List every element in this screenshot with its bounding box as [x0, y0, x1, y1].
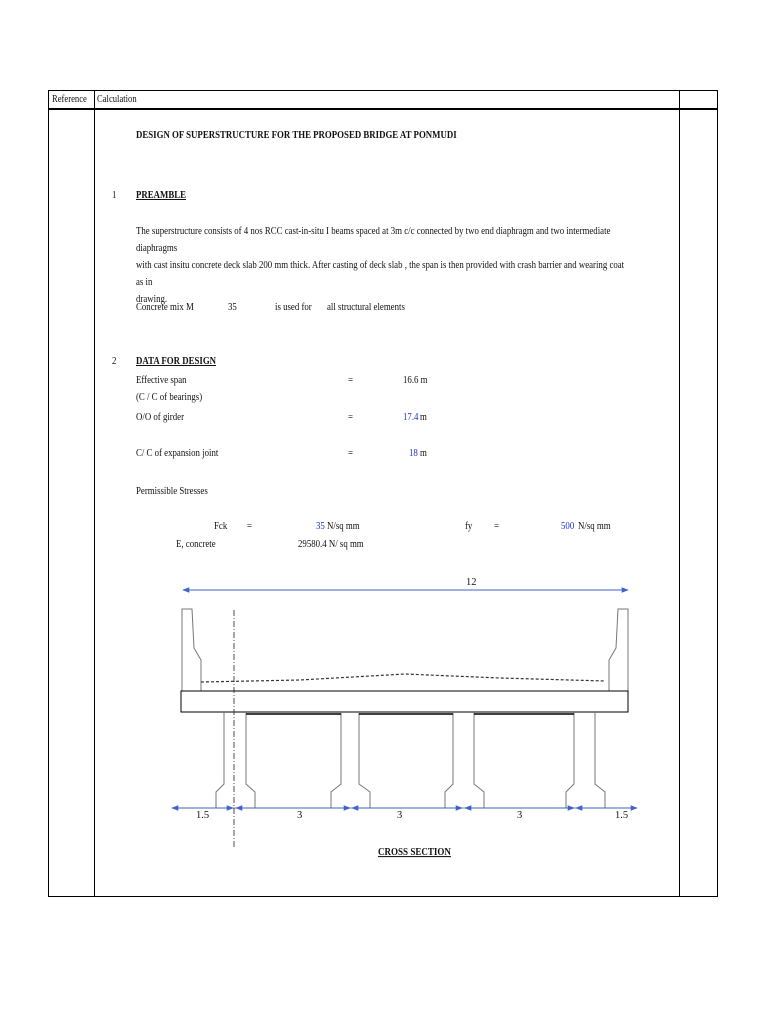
- effective-span-eq: =: [348, 375, 353, 386]
- fck-value: 35: [316, 521, 325, 532]
- section-1-heading: PREAMBLE: [136, 190, 186, 201]
- stresses-label: Permissible Stresses: [136, 486, 208, 497]
- dim-label-3: 3: [397, 810, 403, 821]
- header-calculation: Calculation: [97, 94, 137, 105]
- preamble-line-1: The superstructure consists of 4 nos RCC cast-in-situ I beams spaced at 3m c/c connected by two end diaphragm and two intermediate diaphragms: [136, 226, 611, 254]
- econcrete-value: 29580.4 N/ sq mm: [298, 539, 364, 550]
- deck-slab: [181, 691, 628, 712]
- document-title: DESIGN OF SUPERSTRUCTURE FOR THE PROPOSED BRIDGE AT PONMUDI: [136, 130, 457, 141]
- section-2-heading: DATA FOR DESIGN: [136, 356, 217, 367]
- wearing-coat: [201, 674, 605, 682]
- girder-3: [445, 712, 484, 808]
- mix-label: Concrete mix M: [136, 302, 194, 313]
- girder-1: [216, 712, 255, 808]
- section-2-number: 2: [112, 356, 117, 367]
- fck-eq: =: [247, 521, 252, 532]
- header-reference: Reference: [52, 94, 87, 105]
- girder-4: [566, 712, 605, 808]
- right-crash-barrier: [609, 609, 628, 691]
- fy-unit: N/sq mm: [578, 521, 611, 532]
- joint-unit: m: [420, 448, 427, 459]
- effective-span-label: Effective span: [136, 375, 187, 386]
- econcrete-label: E, concrete: [176, 539, 216, 550]
- fck-label: Fck: [214, 521, 228, 532]
- girder-label: O/O of girder: [136, 412, 185, 423]
- mix-text-2: all structural elements: [327, 302, 405, 313]
- mix-value: 35: [228, 302, 237, 313]
- fck-unit: N/sq mm: [327, 521, 360, 532]
- girder-value: 17.4: [403, 412, 419, 423]
- fy-value: 500: [561, 521, 575, 532]
- girder-eq: =: [348, 412, 353, 423]
- fy-label: fy: [465, 521, 473, 532]
- effective-span-sub: (C / C of bearings): [136, 392, 203, 403]
- dim-label-5: 1.5: [615, 810, 629, 821]
- section-1-number: 1: [112, 190, 117, 201]
- joint-value: 18: [409, 448, 418, 459]
- girder-2: [331, 712, 370, 808]
- preamble-line-3: drawing.: [136, 294, 168, 305]
- mix-text-1: is used for: [275, 302, 312, 313]
- effective-span-value: 16.6 m: [403, 375, 428, 386]
- joint-label: C/ C of expansion joint: [136, 448, 219, 459]
- left-crash-barrier: [182, 609, 201, 691]
- overall-width-label: 12: [466, 577, 477, 588]
- dim-label-2: 3: [297, 810, 303, 821]
- joint-eq: =: [348, 448, 353, 459]
- dim-label-1: 1.5: [196, 810, 210, 821]
- cross-section-caption: CROSS SECTION: [378, 846, 451, 859]
- dim-label-4: 3: [517, 810, 523, 821]
- fy-eq: =: [494, 521, 499, 532]
- girder-unit: m: [420, 412, 427, 423]
- preamble-line-2: with cast insitu concrete deck slab 200 mm thick. After casting of deck slab , the span is then provided with crash barrier and wearing coat as in: [136, 260, 625, 288]
